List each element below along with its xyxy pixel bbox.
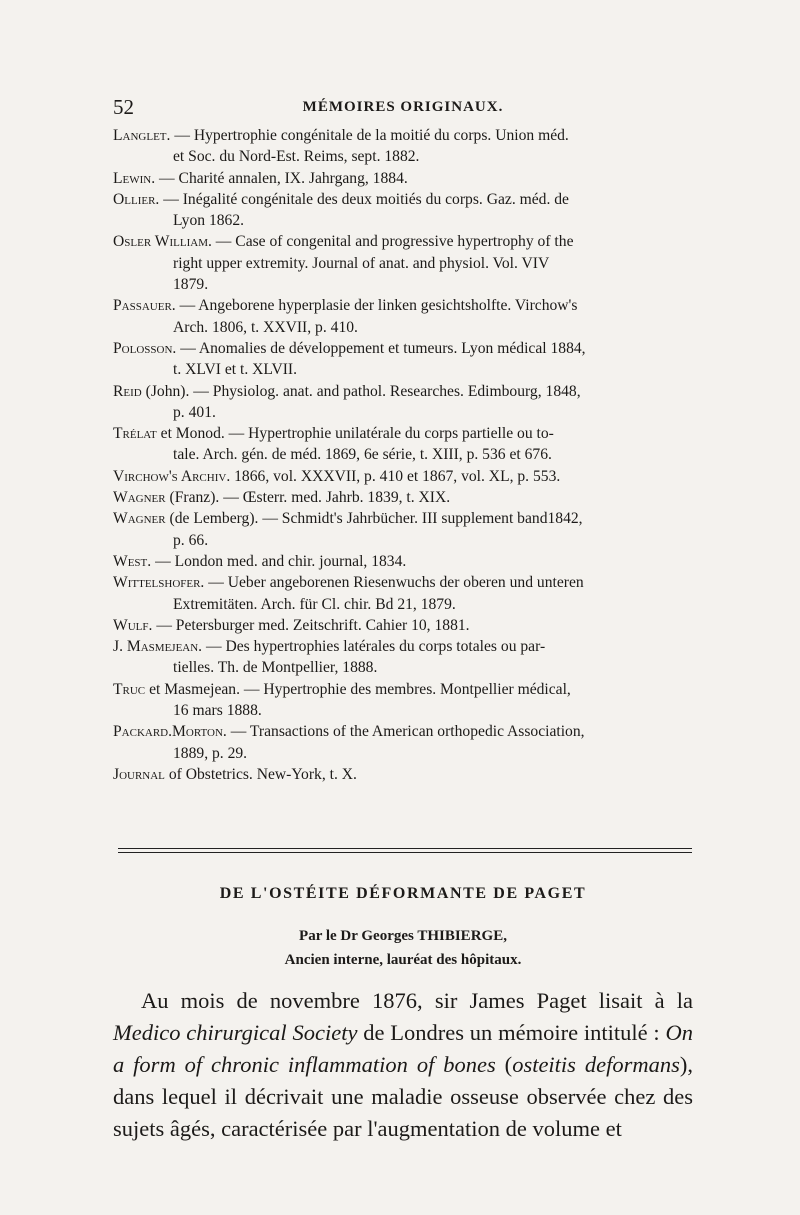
divider-rule-thick	[118, 848, 692, 849]
page-number: 52	[113, 95, 134, 119]
paper-title-latin: osteitis deformans	[512, 1052, 680, 1077]
body-text-1: Au mois de novembre 1876, sir James Paget lisait à la	[141, 988, 693, 1013]
reference-text: et Monod. — Hypertrophie unilatérale du corps partielle ou to-	[160, 425, 554, 443]
reference-text: (John). — Physiolog. anat. and pathol. Researches. Edimbourg, 1848,	[145, 382, 581, 400]
reference-entry	[113, 615, 693, 636]
reference-text: — Des hypertrophies latérales du corps totales ou par-	[206, 638, 546, 656]
reference-text: 1866, vol. XXXVII, p. 410 et 1867, vol. XL, p. 553.	[234, 467, 561, 485]
reference-text: of Obstetrics. New-York, t. X.	[168, 765, 357, 783]
reference-text: — Ueber angeborenen Riesenwuchs der oberen und unteren	[208, 574, 584, 592]
reference-text: (de Lemberg). — Schmidt's Jahrbücher. III supplement band1842,	[169, 510, 583, 528]
reference-entry	[113, 636, 693, 679]
running-head: MÉMOIRES ORIGINAUX.	[302, 99, 504, 115]
reference-continuation: Extremitäten. Arch. für Cl. chir. Bd 21, 1879.	[173, 595, 456, 613]
reference-continuation: et Soc. du Nord-Est. Reims, sept. 1882.	[173, 148, 420, 166]
reference-text: — Anomalies de développement et tumeurs. Lyon médical 1884,	[180, 339, 586, 357]
article-title: DE L'OSTÉITE DÉFORMANTE DE PAGET	[219, 885, 587, 902]
reference-author: Wulf.	[113, 616, 153, 634]
reference-entry	[113, 168, 693, 189]
reference-entry	[113, 679, 693, 722]
reference-text: et Masmejean. — Hypertrophie des membres. Montpellier médical,	[149, 680, 571, 698]
reference-entry	[113, 189, 693, 232]
reference-continuation: Lyon 1862.	[173, 212, 245, 230]
reference-author: Wittelshofer.	[113, 574, 205, 592]
reference-entry	[113, 295, 693, 338]
reference-continuation: p. 401.	[173, 403, 216, 421]
reference-continuation: tale. Arch. gén. de méd. 1869, 6e série, t. XIII, p. 536 et 676.	[173, 446, 552, 464]
reference-author: Packard.Morton.	[113, 723, 227, 741]
reference-author: Trélat	[113, 425, 157, 443]
reference-text: — Inégalité congénitale des deux moitiés du corps. Gaz. méd. de	[163, 190, 569, 208]
reference-continuation: p. 66.	[173, 531, 209, 549]
reference-author: Reid	[113, 382, 142, 400]
section-divider	[118, 848, 692, 856]
reference-author: Virchow's Archiv.	[113, 467, 231, 485]
reference-text: — Transactions of the American orthopedic Association,	[230, 723, 585, 741]
body-text-2: de Londres un mémoire intitulé :	[357, 1020, 660, 1045]
reference-text: — Charité annalen, IX. Jahrgang, 1884.	[159, 169, 408, 187]
reference-entry	[113, 551, 693, 572]
reference-text: — Petersburger med. Zeitschrift. Cahier 10, 1881.	[156, 616, 470, 634]
reference-author: Langlet.	[113, 127, 171, 144]
body-text-3: (	[495, 1052, 513, 1077]
reference-author: Passauer.	[113, 297, 176, 315]
reference-author: Lewin.	[113, 169, 156, 187]
reference-text: — Hypertrophie congénitale de la moitié du corps. Union méd.	[174, 127, 569, 144]
paper-title-english: On a form of chronic inflammation of bones	[113, 1020, 693, 1077]
page-header	[113, 95, 693, 125]
reference-author: J. Masmejean.	[113, 638, 203, 656]
society-name: Medico chirurgical Society	[113, 1020, 358, 1045]
reference-entry	[113, 381, 693, 424]
reference-author: Osler William.	[113, 233, 212, 251]
reference-text: — Case of congenital and progressive hypertrophy of the	[215, 233, 574, 251]
reference-author: West.	[113, 552, 152, 570]
reference-author: Journal	[113, 765, 165, 783]
reference-text: (Franz). — Œsterr. med. Jahrb. 1839, t. XIX.	[169, 489, 451, 507]
divider-rule-thin	[118, 852, 692, 853]
reference-entry	[113, 487, 693, 508]
reference-continuation: Arch. 1806, t. XXVII, p. 410.	[173, 318, 358, 336]
reference-entry	[113, 231, 693, 295]
reference-continuation: 16 mars 1888.	[173, 702, 262, 720]
reference-continuation: right upper extremity. Journal of anat. and physiol. Vol. VIV	[173, 254, 550, 272]
reference-entry	[113, 508, 693, 551]
reference-author: Ollier.	[113, 190, 160, 208]
reference-continuation: tielles. Th. de Montpellier, 1888.	[173, 659, 378, 677]
body-paragraph	[113, 985, 693, 1145]
reference-text: — London med. and chir. journal, 1834.	[155, 552, 407, 570]
bibliography-list	[113, 125, 693, 785]
body-text-4: ), dans lequel il décrivait une maladie osseuse observée chez des sujets âgés, caractérisée par l'augmentation de volume et	[113, 1052, 693, 1141]
reference-author: Truc	[113, 680, 146, 698]
reference-author: Wagner	[113, 489, 166, 507]
reference-entry	[113, 721, 693, 764]
article-byline: Par le Dr Georges THIBIERGE,	[299, 928, 507, 944]
reference-entry	[113, 572, 693, 615]
reference-entry	[113, 466, 693, 487]
author-affiliation: Ancien interne, lauréat des hôpitaux.	[284, 952, 522, 968]
reference-continuation: 1879.	[173, 276, 209, 294]
reference-entry	[113, 338, 693, 381]
reference-entry	[113, 125, 693, 168]
reference-text: — Angeborene hyperplasie der linken gesichtsholfte. Virchow's	[179, 297, 578, 315]
reference-author: Wagner	[113, 510, 166, 528]
reference-author: Polosson.	[113, 339, 177, 357]
reference-entry	[113, 423, 693, 466]
article-body	[113, 985, 693, 1145]
reference-continuation: 1889, p. 29.	[173, 744, 248, 762]
reference-continuation: t. XLVI et t. XLVII.	[173, 361, 298, 379]
reference-entry	[113, 764, 693, 785]
